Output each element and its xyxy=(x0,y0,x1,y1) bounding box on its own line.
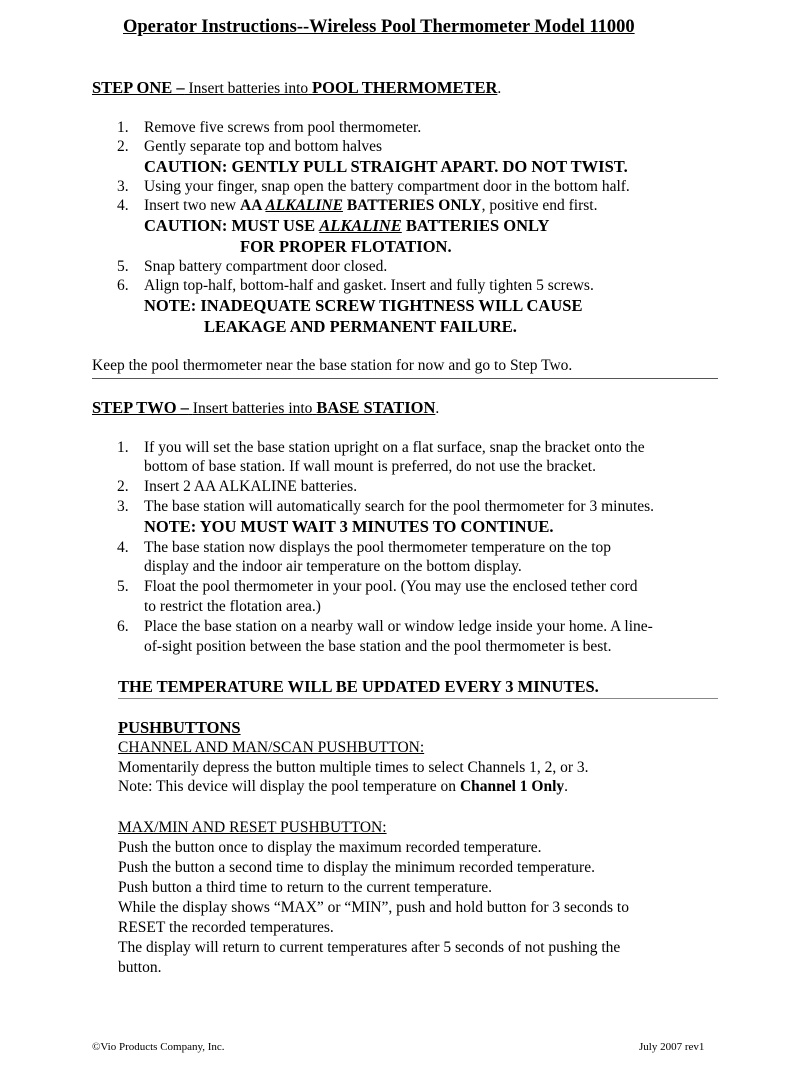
list-item: 3. Using your finger, snap open the battery compartment door in the bottom half. xyxy=(117,178,630,195)
list-item-cont: display and the indoor air temperature on the bottom display. xyxy=(144,558,522,575)
note-wait: NOTE: YOU MUST WAIT 3 MINUTES TO CONTINUE. xyxy=(144,517,554,536)
channel-heading: CHANNEL AND MAN/SCAN PUSHBUTTON: xyxy=(118,739,425,756)
list-item: 6. Align top-half, bottom-half and gasket. Insert and fully tighten 5 screws. xyxy=(117,277,594,294)
step-one-heading xyxy=(92,78,501,98)
maxmin-line: Push button a third time to return to the current temperature. xyxy=(118,879,493,896)
list-item: 2. Gently separate top and bottom halves xyxy=(117,138,383,155)
keep-text: Keep the pool thermometer near the base station for now and go to Step Two. xyxy=(92,357,573,374)
step-one-label: STEP ONE – xyxy=(92,78,185,97)
list-item: 1. Remove five screws from pool thermometer. xyxy=(117,119,422,136)
step-one-target: POOL THERMOMETER xyxy=(312,78,498,97)
list-item: 5. Snap battery compartment door closed. xyxy=(117,258,388,275)
step-two-text: Insert batteries into xyxy=(192,400,313,417)
list-item-cont: of-sight position between the base station and the pool thermometer is best. xyxy=(144,638,612,655)
divider xyxy=(118,698,718,699)
list-item: 4. The base station now displays the pool thermometer temperature on the top xyxy=(117,539,612,556)
maxmin-line: Push the button a second time to display the minimum recorded temperature. xyxy=(118,859,595,876)
caution-twist: CAUTION: GENTLY PULL STRAIGHT APART. DO NOT TWIST. xyxy=(144,157,628,176)
list-item-cont: bottom of base station. If wall mount is preferred, do not use the bracket. xyxy=(144,458,596,475)
note-leakage: LEAKAGE AND PERMANENT FAILURE. xyxy=(204,317,517,336)
step-two-heading xyxy=(92,398,439,418)
channel-text: Momentarily depress the button multiple times to select Channels 1, 2, or 3. xyxy=(118,759,589,776)
maxmin-heading: MAX/MIN AND RESET PUSHBUTTON: xyxy=(118,819,387,836)
update-notice: THE TEMPERATURE WILL BE UPDATED EVERY 3 MINUTES. xyxy=(118,677,599,696)
list-item-cont: to restrict the flotation area.) xyxy=(144,598,321,615)
maxmin-line: The display will return to current temperatures after 5 seconds of not pushing the xyxy=(118,939,621,956)
note-screw: NOTE: INADEQUATE SCREW TIGHTNESS WILL CAUSE xyxy=(144,296,583,315)
list-item: 5. Float the pool thermometer in your pool. (You may use the enclosed tether cord xyxy=(117,578,638,595)
step-one-text: Insert batteries into xyxy=(188,80,309,97)
list-item: 6. Place the base station on a nearby wall or window ledge inside your home. A line- xyxy=(117,618,653,635)
list-item: 4. Insert two new AA ALKALINE BATTERIES ONLY, positive end first. xyxy=(117,197,598,214)
list-item: 2. Insert 2 AA ALKALINE batteries. xyxy=(117,478,358,495)
step-one-period: . xyxy=(497,80,502,97)
maxmin-line: Push the button once to display the maximum recorded temperature. xyxy=(118,839,542,856)
maxmin-line: RESET the recorded temperatures. xyxy=(118,919,334,936)
footer-date: July 2007 rev1 xyxy=(639,1041,705,1053)
footer-copyright: ©Vio Products Company, Inc. xyxy=(92,1041,225,1053)
caution-alkaline: CAUTION: MUST USE ALKALINE BATTERIES ONLY xyxy=(144,216,550,235)
caution-flotation: FOR PROPER FLOTATION. xyxy=(240,237,452,256)
maxmin-line: button. xyxy=(118,959,162,976)
maxmin-line: While the display shows “MAX” or “MIN”, push and hold button for 3 seconds to xyxy=(118,899,629,916)
pushbuttons-heading: PUSHBUTTONS xyxy=(118,718,241,737)
divider xyxy=(92,378,718,379)
list-item: 1. If you will set the base station upright on a flat surface, snap the bracket onto the xyxy=(117,439,645,456)
step-two-target: BASE STATION xyxy=(316,398,436,417)
step-two-period: . xyxy=(435,400,440,417)
step-two-label: STEP TWO – xyxy=(92,398,189,417)
list-item: 3. The base station will automatically search for the pool thermometer for 3 minutes. xyxy=(117,498,655,515)
channel-note: Note: This device will display the pool temperature on Channel 1 Only. xyxy=(118,778,569,795)
page-title: Operator Instructions--Wireless Pool Thermometer Model 11000 xyxy=(123,17,635,37)
